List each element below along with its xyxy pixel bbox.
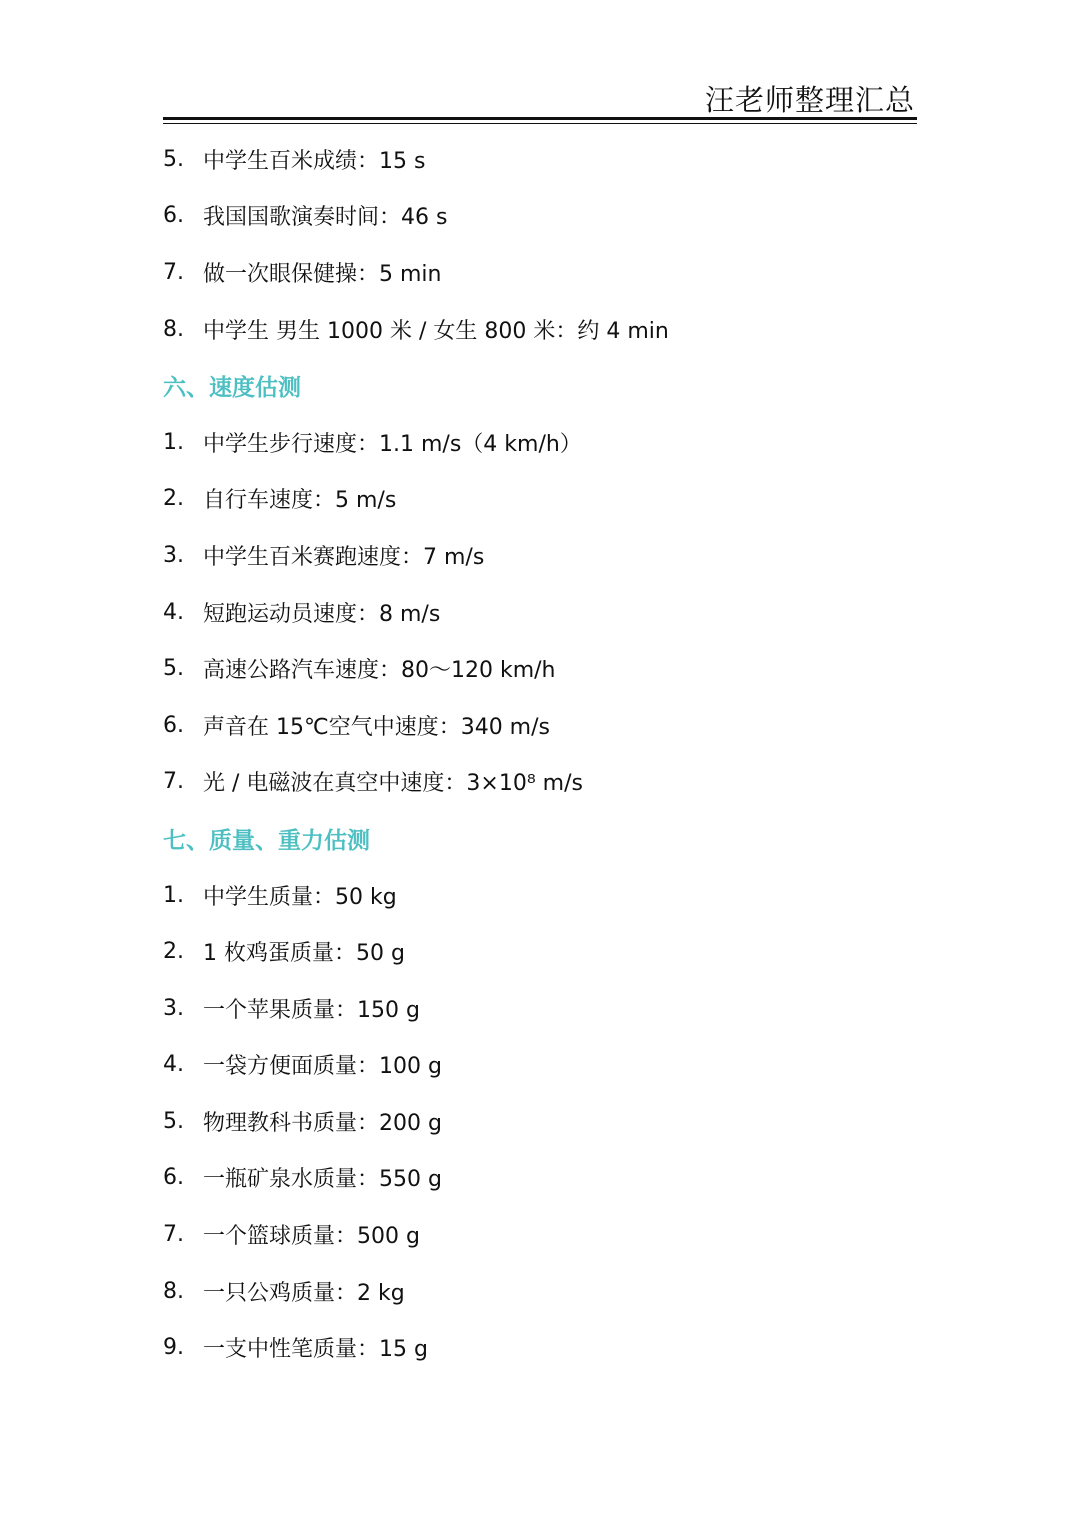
list-item (163, 471, 917, 528)
header-rule-thin (163, 123, 917, 124)
list-item (163, 244, 917, 301)
list-item (163, 584, 917, 641)
list-item-text: 一个苹果质量：150 g (203, 997, 420, 1023)
list-item-number: 5. (163, 1108, 184, 1134)
list-item (163, 131, 917, 188)
list-item-number: 5. (163, 146, 184, 172)
section-heading-speed: 六、速度估测 (163, 375, 301, 402)
header-title: 汪老师整理汇总 (704, 83, 915, 117)
list-item-number: 1. (163, 882, 184, 908)
list-item-text: 光 / 电磁波在真空中速度：3×10⁸ m/s (203, 771, 583, 797)
list-item (163, 1319, 917, 1376)
header-rule-thick (163, 117, 917, 120)
list-item-number: 2. (163, 939, 184, 965)
list-item (163, 640, 917, 697)
list-item (163, 1206, 917, 1263)
list-item (163, 980, 917, 1037)
list-item-number: 7. (163, 769, 184, 795)
list-item-text: 中学生百米赛跑速度：7 m/s (203, 544, 485, 570)
list-item (163, 301, 917, 358)
list-item-number: 8. (163, 316, 184, 342)
list-item-text: 声音在 15℃空气中速度：340 m/s (203, 714, 550, 740)
list-item-number: 6. (163, 712, 184, 738)
list-item (163, 188, 917, 245)
list-item-text: 短跑运动员速度：8 m/s (203, 601, 441, 627)
list-item (163, 1093, 917, 1150)
list-item-number: 7. (163, 259, 184, 285)
list-item-text: 一只公鸡质量：2 kg (203, 1280, 405, 1306)
list-item-text: 物理教科书质量：200 g (203, 1110, 442, 1136)
document-content (163, 131, 917, 1376)
list-item-number: 5. (163, 656, 184, 682)
list-item-text: 自行车速度：5 m/s (203, 488, 397, 514)
list-item-number: 4. (163, 1052, 184, 1078)
list-item-number: 6. (163, 203, 184, 229)
list-item (163, 1037, 917, 1094)
list-item-number: 3. (163, 542, 184, 568)
list-item-text: 一袋方便面质量：100 g (203, 1054, 442, 1080)
list-item-number: 8. (163, 1278, 184, 1304)
list-item-number: 4. (163, 599, 184, 625)
list-item (163, 1263, 917, 1320)
list-item-number: 1. (163, 429, 184, 455)
list-item-text: 中学生步行速度：1.1 m/s（4 km/h） (203, 431, 582, 457)
section-heading-mass: 七、质量、重力估测 (163, 827, 370, 854)
list-item-text: 一个篮球质量：500 g (203, 1224, 420, 1250)
list-item (163, 527, 917, 584)
list-item (163, 754, 917, 811)
list-item-text: 中学生 男生 1000 米 / 女生 800 米：约 4 min (203, 318, 669, 344)
list-item (163, 697, 917, 754)
list-item-number: 3. (163, 995, 184, 1021)
list-item-text: 中学生质量：50 kg (203, 884, 397, 910)
list-item-number: 7. (163, 1222, 184, 1248)
list-item-text: 我国国歌演奏时间：46 s (203, 205, 448, 231)
list-item-number: 2. (163, 486, 184, 512)
list-item-text: 高速公路汽车速度：80～120 km/h (203, 658, 556, 684)
list-item (163, 867, 917, 924)
list-item-number: 9. (163, 1335, 184, 1361)
list-item (163, 923, 917, 980)
list-item-text: 一支中性笔质量：15 g (203, 1337, 428, 1363)
list-item-number: 6. (163, 1165, 184, 1191)
list-item (163, 414, 917, 471)
list-item-text: 中学生百米成绩：15 s (203, 148, 426, 174)
list-item (163, 1150, 917, 1207)
list-item-text: 1 枚鸡蛋质量：50 g (203, 941, 405, 967)
list-item-text: 做一次眼保健操：5 min (203, 261, 442, 287)
list-item-text: 一瓶矿泉水质量：550 g (203, 1167, 442, 1193)
